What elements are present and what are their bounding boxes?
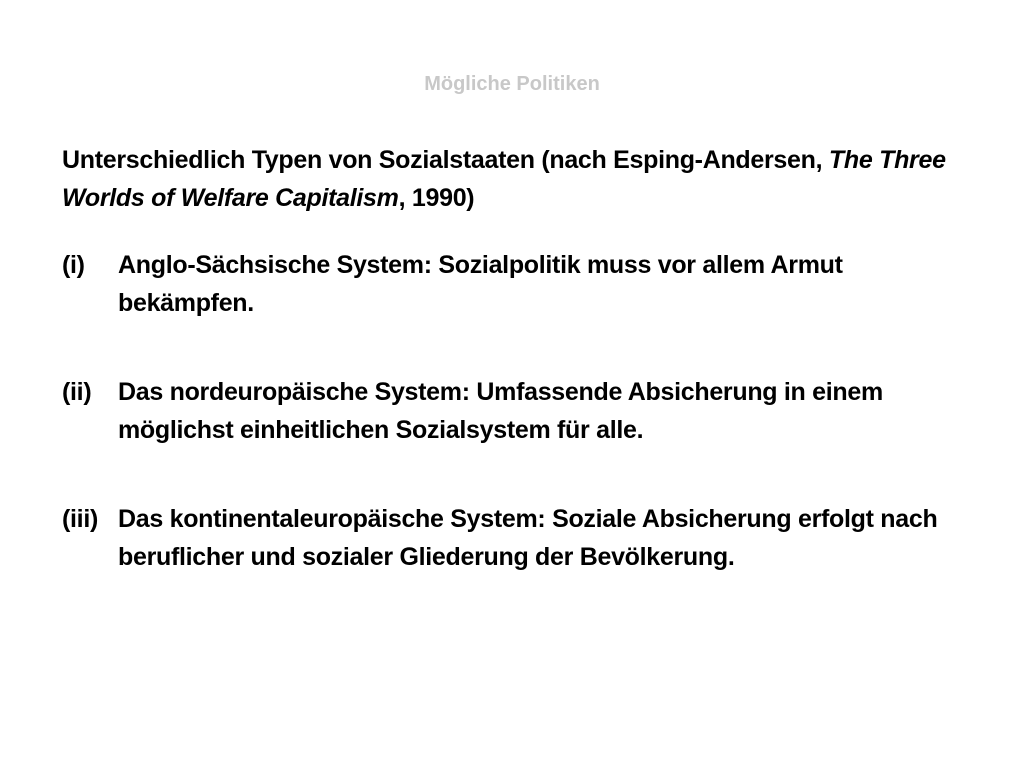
intro-text-end: , 1990) [398, 184, 475, 212]
list-marker: (iii) [62, 505, 98, 533]
intro-book-title: The Three Worlds of Welfare Capitalism [62, 146, 946, 212]
list-item [62, 500, 982, 576]
list-item-text: Das nordeuropäische System: Umfassende Absicherung in einem möglichst einheitlichen Sozialsystem für alle. [118, 378, 883, 444]
welfare-types-list [62, 246, 982, 627]
slide-title: Mögliche Politiken [424, 73, 600, 95]
list-marker: (ii) [62, 378, 92, 406]
list-item-text: Das kontinentaleuropäische System: Soziale Absicherung erfolgt nach beruflicher und sozialer Gliederung der Bevölkerung. [118, 505, 938, 571]
list-item [62, 246, 982, 322]
list-marker: (i) [62, 251, 85, 279]
list-item [62, 373, 982, 449]
intro-paragraph [62, 141, 982, 217]
list-item-text: Anglo-Sächsische System: Sozialpolitik muss vor allem Armut bekämpfen. [118, 251, 843, 317]
intro-text: Unterschiedlich Typen von Sozialstaaten (nach Esping-Andersen, [62, 146, 829, 174]
